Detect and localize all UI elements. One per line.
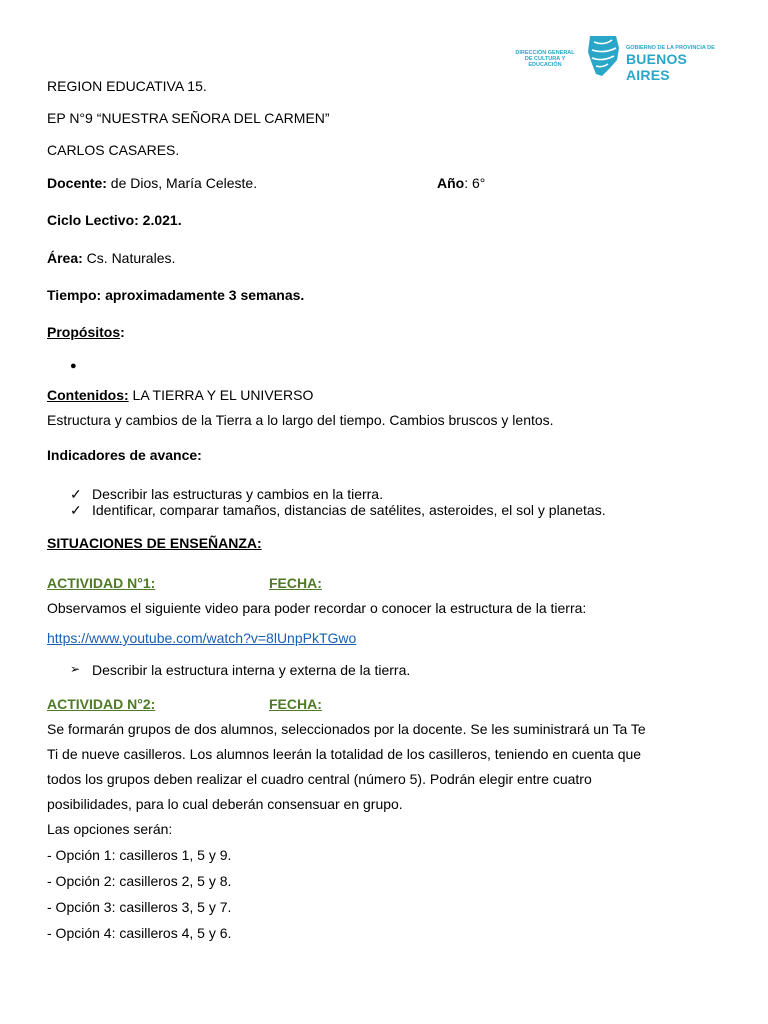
actividad2-line: Ti de nueve casilleros. Los alumnos leerán la totalidad de los casilleros, teniendo en cuenta que bbox=[47, 746, 642, 762]
area-line bbox=[47, 250, 175, 266]
situaciones-text: SITUACIONES DE ENSEÑANZA: bbox=[47, 535, 262, 551]
propositos-label: Propósitos bbox=[47, 324, 121, 340]
contenidos-text: Estructura y cambios de la Tierra a lo largo del tiempo. Cambios bruscos y lentos. bbox=[47, 412, 554, 428]
actividad2-line: Se formarán grupos de dos alumnos, seleccionados por la docente. Se les suministrará un Ta Te bbox=[47, 721, 646, 737]
indicador-item: Identificar, comparar tamaños, distancias de satélites, asteroides, el sol y planetas. bbox=[92, 502, 606, 518]
province-map-icon bbox=[586, 34, 622, 80]
opcion-line: - Opción 1: casilleros 1, 5 y 9. bbox=[47, 847, 232, 863]
opcion-line: - Opción 2: casilleros 2, 5 y 8. bbox=[47, 873, 232, 889]
school-line: EP N°9 “NUESTRA SEÑORA DEL CARMEN” bbox=[47, 110, 330, 126]
actividad1-label: ACTIVIDAD N°1: bbox=[47, 575, 156, 591]
actividad1-item: Describir la estructura interna y externa de la tierra. bbox=[92, 662, 411, 678]
anio-value: : 6° bbox=[464, 175, 486, 191]
area-value: Cs. Naturales. bbox=[82, 250, 176, 266]
ciclo-text: Ciclo Lectivo: 2.021. bbox=[47, 212, 182, 228]
propositos-heading bbox=[47, 324, 125, 340]
video-link[interactable]: https://www.youtube.com/watch?v=8lUnpPkTGwo bbox=[47, 630, 357, 646]
city-line: CARLOS CASARES. bbox=[47, 142, 180, 158]
actividad2-line: todos los grupos deben realizar el cuadro central (número 5). Podrán elegir entre cuatro bbox=[47, 771, 592, 787]
actividad2-fecha: FECHA: bbox=[269, 696, 322, 712]
buenos-aires-logo bbox=[508, 34, 724, 83]
actividad1-fecha: FECHA: bbox=[269, 575, 322, 591]
checkmark-icon: ✓ bbox=[70, 502, 82, 518]
contenidos-value: LA TIERRA Y EL UNIVERSO bbox=[128, 387, 314, 403]
anio-label: Año bbox=[437, 175, 465, 191]
buenos-aires-text: BUENOS AIRES bbox=[626, 51, 688, 83]
docente-line bbox=[47, 175, 257, 191]
opcion-line: - Opción 4: casilleros 4, 5 y 6. bbox=[47, 925, 232, 941]
checkmark-icon: ✓ bbox=[70, 486, 82, 502]
tiempo-text: Tiempo: aproximadamente 3 semanas. bbox=[47, 287, 305, 303]
actividad1-text: Observamos el siguiente video para poder recordar o conocer la estructura de la tierra: bbox=[47, 600, 587, 616]
arrow-bullet-icon: ➢ bbox=[70, 662, 81, 676]
docente-value: de Dios, María Celeste. bbox=[106, 175, 258, 191]
actividad2-line: posibilidades, para lo cual deberán consensuar en grupo. bbox=[47, 796, 403, 812]
indicadores-title-text: Indicadores de avance: bbox=[47, 447, 202, 463]
anio-line bbox=[437, 175, 485, 191]
propositos-colon: : bbox=[120, 324, 125, 340]
ciclo-line bbox=[47, 212, 182, 228]
area-label: Área: bbox=[47, 250, 83, 266]
situaciones-heading bbox=[47, 535, 262, 551]
gobierno-text: GOBIERNO DE LA PROVINCIA DE bbox=[626, 45, 715, 51]
contenidos-line bbox=[47, 387, 313, 403]
region-line: REGION EDUCATIVA 15. bbox=[47, 78, 207, 94]
direccion-general-text: DIRECCIÓN GENERAL DE CULTURA Y EDUCACIÓN bbox=[515, 50, 575, 68]
actividad2-line: Las opciones serán: bbox=[47, 821, 173, 837]
opcion-line: - Opción 3: casilleros 3, 5 y 7. bbox=[47, 899, 232, 915]
contenidos-label: Contenidos: bbox=[47, 387, 129, 403]
actividad2-label: ACTIVIDAD N°2: bbox=[47, 696, 156, 712]
empty-bullet: ● bbox=[70, 360, 77, 372]
indicador-item: Describir las estructuras y cambios en la tierra. bbox=[92, 486, 383, 502]
tiempo-line bbox=[47, 287, 304, 303]
docente-label: Docente: bbox=[47, 175, 107, 191]
indicadores-title bbox=[47, 447, 202, 463]
